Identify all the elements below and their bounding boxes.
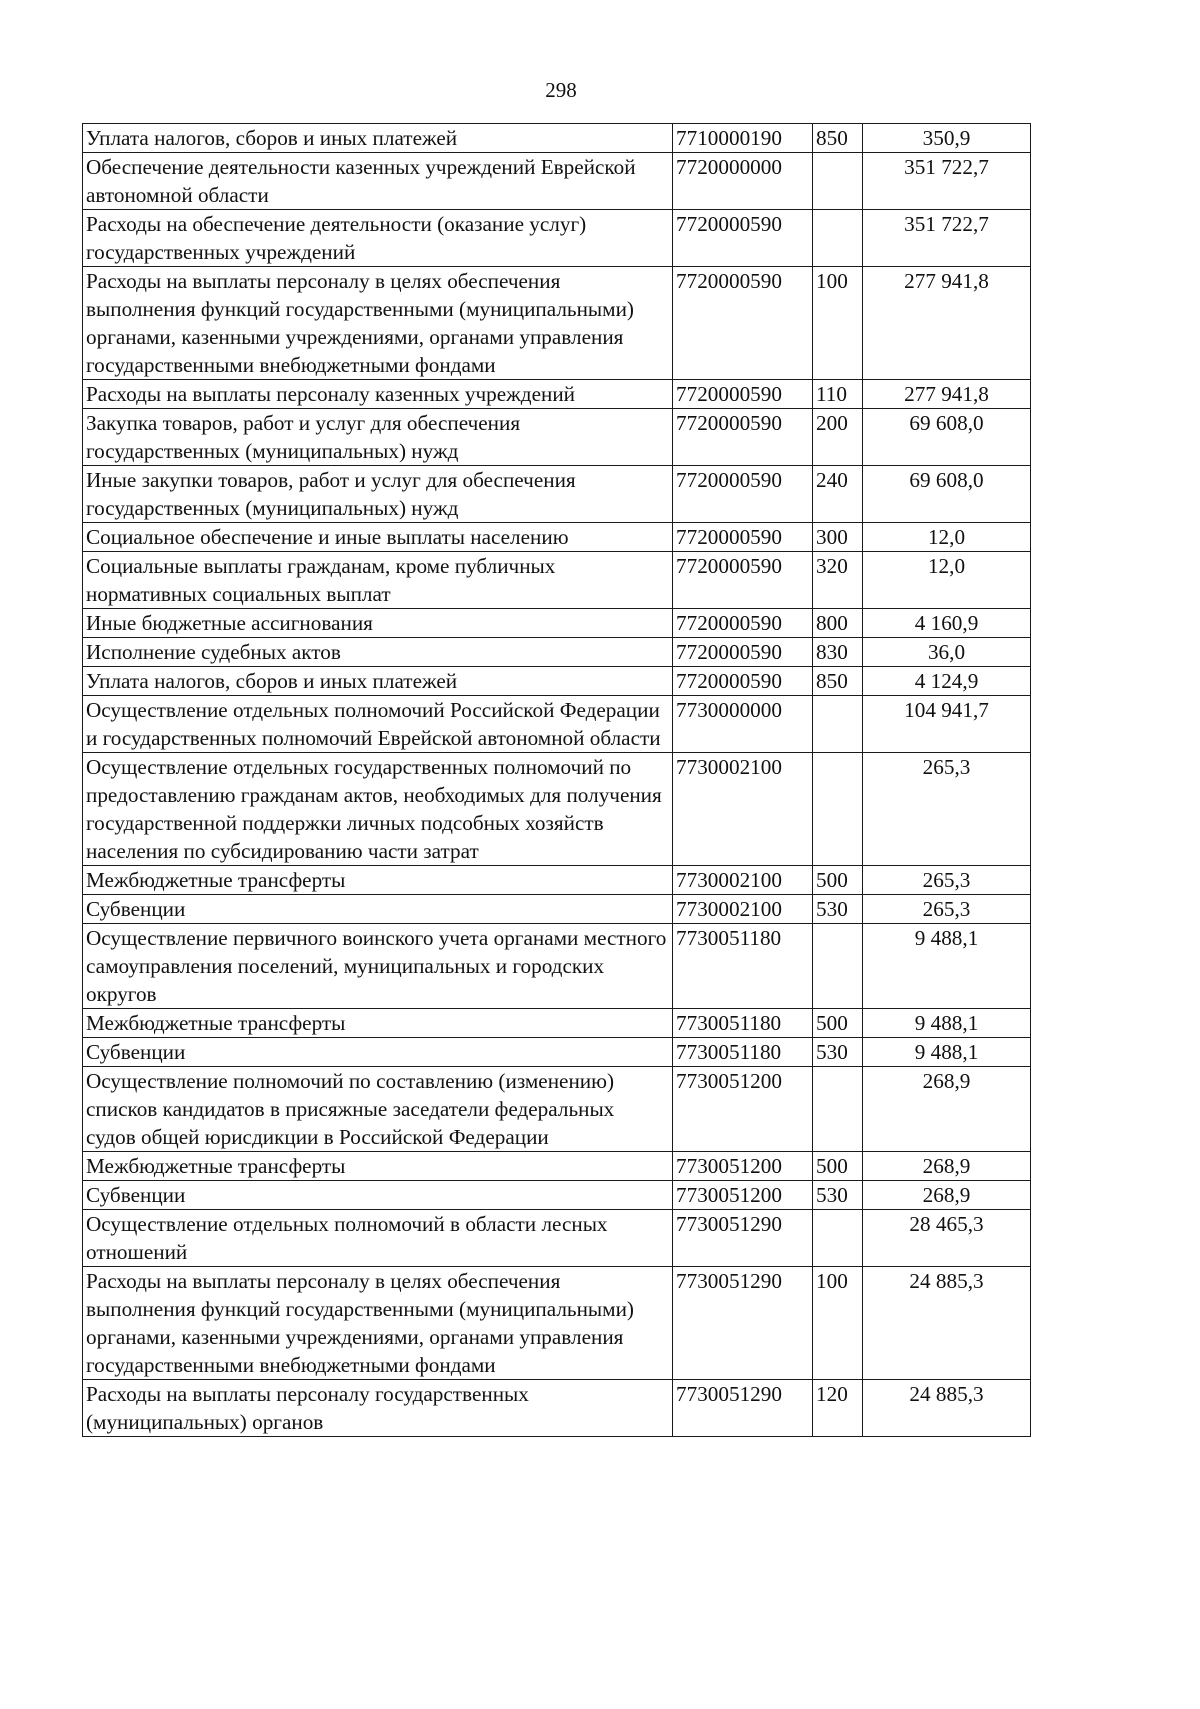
expense-name-cell: Осуществление отдельных государственных полномочий по предоставлению гражданам актов, необходимых для получения государственной поддержки личных подсобных хозяйств населения по субсидированию части затрат [83,753,673,866]
expense-type-cell: 800 [813,609,863,638]
amount-cell: 265,3 [863,753,1031,866]
table-row [83,866,1031,895]
table-row [83,210,1031,267]
expense-type-cell: 500 [813,1152,863,1181]
expense-type-cell: 110 [813,380,863,409]
amount-cell: 12,0 [863,523,1031,552]
target-code-cell: 7720000590 [673,552,813,609]
amount-cell: 268,9 [863,1152,1031,1181]
expense-type-cell: 100 [813,1267,863,1380]
target-code-cell: 7710000190 [673,124,813,153]
table-row [83,1009,1031,1038]
expense-name-cell: Уплата налогов, сборов и иных платежей [83,124,673,153]
expense-type-cell [813,753,863,866]
expense-type-cell: 500 [813,1009,863,1038]
amount-cell: 12,0 [863,552,1031,609]
table-row [83,153,1031,210]
expense-type-cell: 530 [813,895,863,924]
expense-type-cell: 500 [813,866,863,895]
table-row [83,409,1031,466]
amount-cell: 28 465,3 [863,1210,1031,1267]
target-code-cell: 7730051200 [673,1181,813,1210]
expense-type-cell [813,924,863,1009]
amount-cell: 268,9 [863,1067,1031,1152]
expense-name-cell: Расходы на выплаты персоналу в целях обеспечения выполнения функций государственными (муниципальными) органами, казенными учреждениями, органами управления государственными внебюджетными фондами [83,1267,673,1380]
amount-cell: 351 722,7 [863,210,1031,267]
amount-cell: 277 941,8 [863,267,1031,380]
expense-name-cell: Межбюджетные трансферты [83,866,673,895]
target-code-cell: 7720000590 [673,267,813,380]
table-row [83,924,1031,1009]
expense-type-cell: 830 [813,638,863,667]
expense-type-cell [813,153,863,210]
expense-name-cell: Социальное обеспечение и иные выплаты населению [83,523,673,552]
table-row [83,753,1031,866]
table-row [83,1067,1031,1152]
amount-cell: 351 722,7 [863,153,1031,210]
target-code-cell: 7720000590 [673,380,813,409]
expense-type-cell: 530 [813,1038,863,1067]
amount-cell: 265,3 [863,895,1031,924]
table-row [83,638,1031,667]
amount-cell: 69 608,0 [863,409,1031,466]
target-code-cell: 7730002100 [673,753,813,866]
expense-name-cell: Субвенции [83,1181,673,1210]
target-code-cell: 7730051290 [673,1267,813,1380]
expense-name-cell: Расходы на выплаты персоналу государственных (муниципальных) органов [83,1380,673,1437]
amount-cell: 69 608,0 [863,466,1031,523]
expense-name-cell: Расходы на выплаты персоналу казенных учреждений [83,380,673,409]
table-row [83,124,1031,153]
budget-table [82,123,1031,1437]
target-code-cell: 7730051200 [673,1152,813,1181]
amount-cell: 24 885,3 [863,1380,1031,1437]
amount-cell: 9 488,1 [863,1009,1031,1038]
target-code-cell: 7730002100 [673,895,813,924]
expense-type-cell: 850 [813,667,863,696]
target-code-cell: 7730051290 [673,1210,813,1267]
page-number: 298 [545,78,577,102]
table-row [83,1152,1031,1181]
table-row [83,466,1031,523]
expense-type-cell: 100 [813,267,863,380]
expense-name-cell: Социальные выплаты гражданам, кроме публичных нормативных социальных выплат [83,552,673,609]
expense-name-cell: Закупка товаров, работ и услуг для обеспечения государственных (муниципальных) нужд [83,409,673,466]
expense-type-cell: 320 [813,552,863,609]
expense-type-cell: 300 [813,523,863,552]
table-row [83,609,1031,638]
amount-cell: 4 160,9 [863,609,1031,638]
target-code-cell: 7720000590 [673,210,813,267]
table-row [83,1038,1031,1067]
expense-name-cell: Осуществление первичного воинского учета органами местного самоуправления поселений, муниципальных и городских округов [83,924,673,1009]
expense-type-cell: 240 [813,466,863,523]
expense-type-cell [813,210,863,267]
table-row [83,380,1031,409]
target-code-cell: 7720000590 [673,667,813,696]
table-row [83,1210,1031,1267]
target-code-cell: 7720000590 [673,409,813,466]
table-row [83,667,1031,696]
expense-name-cell: Уплата налогов, сборов и иных платежей [83,667,673,696]
expense-name-cell: Обеспечение деятельности казенных учреждений Еврейской автономной области [83,153,673,210]
amount-cell: 277 941,8 [863,380,1031,409]
expense-name-cell: Расходы на обеспечение деятельности (оказание услуг) государственных учреждений [83,210,673,267]
expense-name-cell: Субвенции [83,895,673,924]
target-code-cell: 7730051180 [673,1009,813,1038]
expense-name-cell: Иные закупки товаров, работ и услуг для обеспечения государственных (муниципальных) нужд [83,466,673,523]
table-row [83,1181,1031,1210]
amount-cell: 24 885,3 [863,1267,1031,1380]
table-row [83,523,1031,552]
target-code-cell: 7720000590 [673,523,813,552]
target-code-cell: 7730000000 [673,696,813,753]
table-row [83,1267,1031,1380]
expense-type-cell: 850 [813,124,863,153]
budget-table-body [83,124,1031,1437]
expense-name-cell: Осуществление отдельных полномочий Российской Федерации и государственных полномочий Еврейской автономной области [83,696,673,753]
expense-type-cell: 530 [813,1181,863,1210]
amount-cell: 9 488,1 [863,1038,1031,1067]
expense-name-cell: Межбюджетные трансферты [83,1152,673,1181]
target-code-cell: 7720000590 [673,466,813,523]
expense-name-cell: Межбюджетные трансферты [83,1009,673,1038]
target-code-cell: 7720000590 [673,638,813,667]
table-row [83,1380,1031,1437]
target-code-cell: 7730051290 [673,1380,813,1437]
expense-name-cell: Иные бюджетные ассигнования [83,609,673,638]
expense-name-cell: Расходы на выплаты персоналу в целях обеспечения выполнения функций государственными (муниципальными) органами, казенными учреждениями, органами управления государственными внебюджетными фондами [83,267,673,380]
target-code-cell: 7730051200 [673,1067,813,1152]
expense-name-cell: Осуществление отдельных полномочий в области лесных отношений [83,1210,673,1267]
amount-cell: 268,9 [863,1181,1031,1210]
table-row [83,895,1031,924]
amount-cell: 104 941,7 [863,696,1031,753]
expense-type-cell: 120 [813,1380,863,1437]
amount-cell: 265,3 [863,866,1031,895]
table-row [83,267,1031,380]
expense-type-cell [813,696,863,753]
amount-cell: 36,0 [863,638,1031,667]
table-row [83,552,1031,609]
expense-type-cell [813,1210,863,1267]
expense-name-cell: Исполнение судебных актов [83,638,673,667]
amount-cell: 9 488,1 [863,924,1031,1009]
expense-name-cell: Субвенции [83,1038,673,1067]
target-code-cell: 7720000000 [673,153,813,210]
amount-cell: 350,9 [863,124,1031,153]
target-code-cell: 7730051180 [673,1038,813,1067]
expense-name-cell: Осуществление полномочий по составлению (изменению) списков кандидатов в присяжные заседатели федеральных судов общей юрисдикции в Российской Федерации [83,1067,673,1152]
expense-type-cell: 200 [813,409,863,466]
table-row [83,696,1031,753]
target-code-cell: 7730051180 [673,924,813,1009]
target-code-cell: 7730002100 [673,866,813,895]
amount-cell: 4 124,9 [863,667,1031,696]
target-code-cell: 7720000590 [673,609,813,638]
expense-type-cell [813,1067,863,1152]
